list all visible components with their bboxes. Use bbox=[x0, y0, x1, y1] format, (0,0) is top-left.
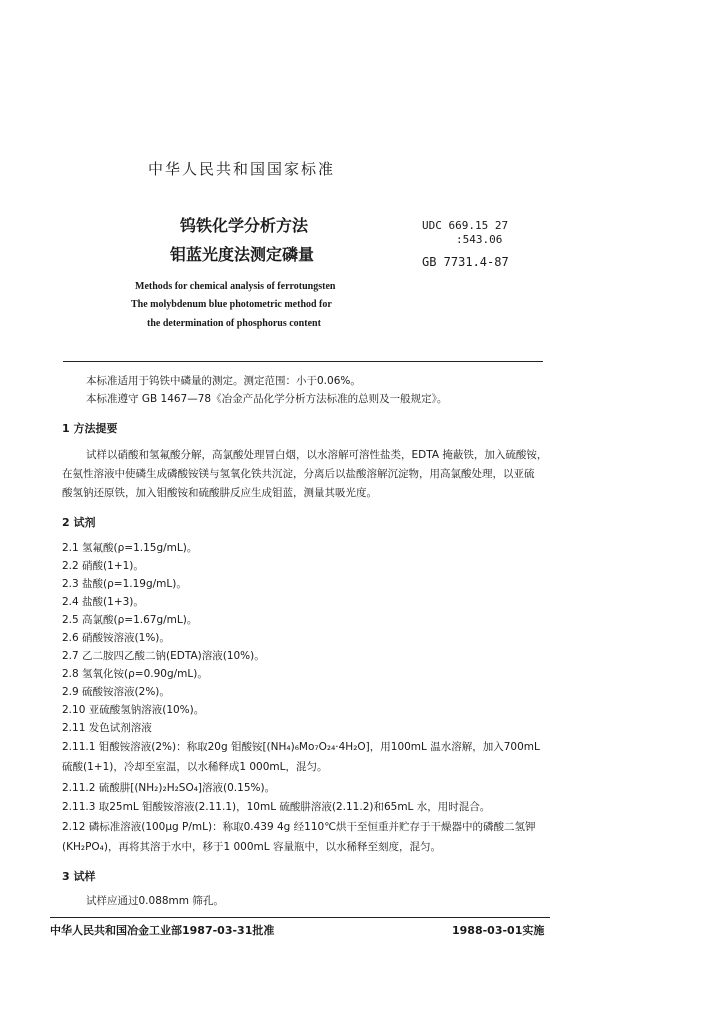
method-line: 酸氢钠还原铁，加入钼酸铵和硫酸肼反应生成钼蓝，测量其吸光度。 bbox=[62, 487, 377, 499]
scope-paragraph: 本标准适用于钨铁中磷量的测定。测定范围：小于0.06%。 bbox=[86, 375, 361, 387]
reagent-item: 2.11 发色试剂溶液 bbox=[62, 722, 152, 734]
reagent-item: 2.1 氢氟酸(ρ=1.15g/mL)。 bbox=[62, 542, 198, 554]
document-subtitle: 钼蓝光度法测定磷量 bbox=[170, 245, 315, 264]
reagent-item: 2.11.3 取25mL 钼酸铵溶液(2.11.1)，10mL 硫酸肼溶液(2.11.2)和65mL 水，用时混合。 bbox=[62, 801, 491, 813]
reagent-item: 2.5 高氯酸(ρ=1.67g/mL)。 bbox=[62, 614, 198, 626]
reagent-item: 2.9 硫酸铵溶液(2%)。 bbox=[62, 686, 170, 698]
reagent-item: 硫酸(1+1)，冷却至室温，以水稀释成1 000mL，混匀。 bbox=[62, 761, 328, 773]
english-title-line-2: The molybdenum blue photometric method for bbox=[131, 299, 332, 310]
sample-line: 试样应通过0.088mm 筛孔。 bbox=[86, 895, 224, 907]
reagent-item: 2.12 磷标准溶液(100μg P/mL)：称取0.439 4g 经110℃烘干至恒重并贮存于干燥器中的磷酸二氢钾 bbox=[62, 821, 536, 833]
reagent-item: 2.2 硝酸(1+1)。 bbox=[62, 560, 144, 572]
udc-code-continued: :543.06 bbox=[456, 233, 503, 246]
implementation-date: 1988-03-01实施 bbox=[452, 924, 545, 937]
approval-date: 中华人民共和国冶金工业部1987-03-31批准 bbox=[50, 924, 275, 937]
english-title-line-3: the determination of phosphorus content bbox=[147, 318, 321, 329]
reagent-item: 2.4 盐酸(1+3)。 bbox=[62, 596, 144, 608]
section-heading-sample: 3 试样 bbox=[62, 870, 96, 883]
document-title: 钨铁化学分析方法 bbox=[180, 216, 309, 235]
method-line: 在氨性溶液中使磷生成磷酸铵镁与氢氧化铁共沉淀，分离后以盐酸溶解沉淀物，用高氯酸处理，以亚硫 bbox=[62, 468, 535, 480]
section-heading-method: 1 方法提要 bbox=[62, 422, 118, 435]
header-divider bbox=[63, 361, 543, 362]
english-title-line-1: Methods for chemical analysis of ferrotungsten bbox=[135, 281, 336, 292]
standard-title: 中华人民共和国国家标准 bbox=[148, 160, 336, 178]
reagent-item: 2.8 氢氧化铵(ρ=0.90g/mL)。 bbox=[62, 668, 208, 680]
method-line: 试样以硝酸和氢氟酸分解，高氯酸处理冒白烟，以水溶解可溶性盐类，EDTA 掩蔽铁，加入硫酸铵， bbox=[86, 449, 548, 461]
gb-number: GB 7731.4-87 bbox=[422, 255, 509, 269]
reagent-item: 2.7 乙二胺四乙酸二钠(EDTA)溶液(10%)。 bbox=[62, 650, 265, 662]
udc-code: UDC 669.15 27 bbox=[422, 219, 509, 232]
reagent-item: 2.3 盐酸(ρ=1.19g/mL)。 bbox=[62, 578, 187, 590]
compliance-paragraph: 本标准遵守 GB 1467—78《冶金产品化学分析方法标准的总则及一般规定》。 bbox=[86, 393, 448, 405]
reagent-item: 2.11.1 钼酸铵溶液(2%)：称取20g 钼酸铵[(NH₄)₆Mo₇O₂₄·4H₂O]，用100mL 温水溶解，加入700mL bbox=[62, 741, 540, 753]
footer-divider bbox=[50, 917, 550, 918]
section-heading-reagents: 2 试剂 bbox=[62, 516, 96, 529]
reagent-item: 2.6 硝酸铵溶液(1%)。 bbox=[62, 632, 170, 644]
reagent-item: 2.10 亚硫酸氢钠溶液(10%)。 bbox=[62, 704, 205, 716]
reagent-item: 2.11.2 硫酸肼[(NH₂)₂H₂SO₄]溶液(0.15%)。 bbox=[62, 782, 276, 794]
reagent-item: (KH₂PO₄)，再将其溶于水中，移于1 000mL 容量瓶中，以水稀释至刻度，混匀。 bbox=[62, 841, 441, 853]
